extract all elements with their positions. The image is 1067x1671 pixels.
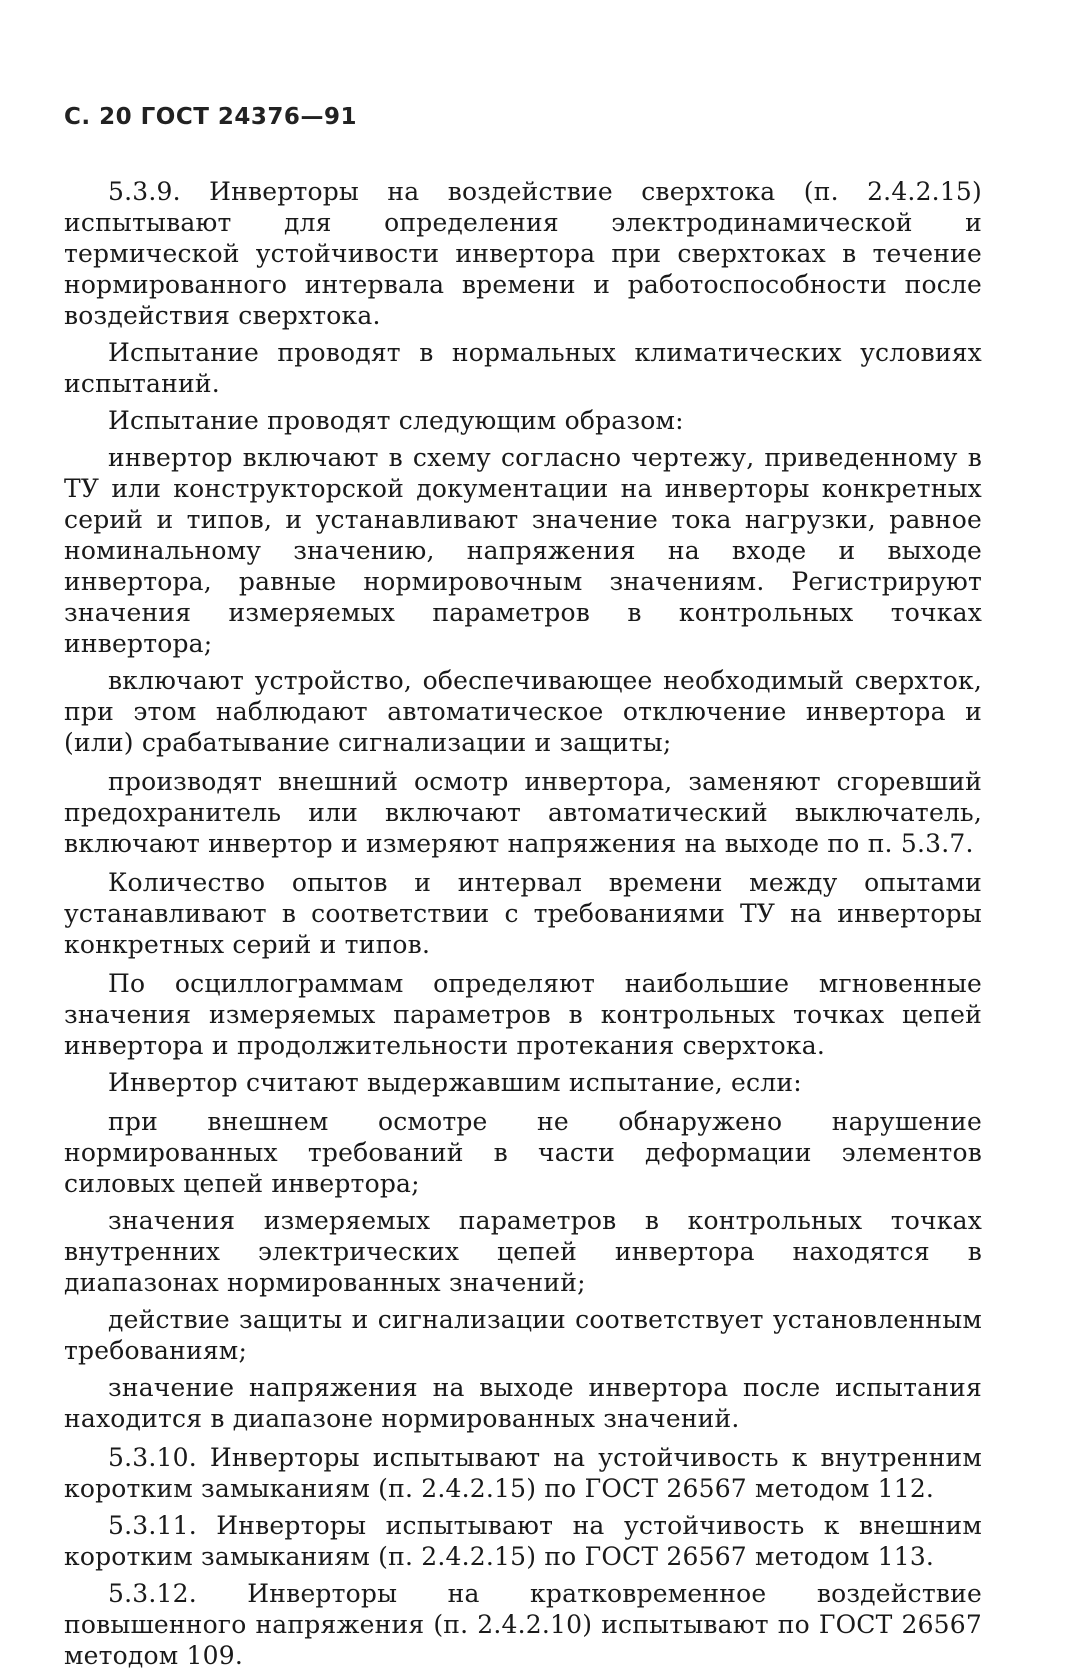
paragraph: при внешнем осмотре не обнаружено нарушение нормированных требований в части деформации элементов силовых цепей инвертора;: [64, 1107, 982, 1198]
paragraph-5-3-12: 5.3.12. Инверторы на кратковременное воздействие повышенного напряжения (п. 2.4.2.10) испытывают по ГОСТ 26567 методом 109.: [64, 1579, 982, 1670]
paragraph: Количество опытов и интервал времени между опытами устанавливают в соответствии с требованиями ТУ на инверторы конкретных серий и типов.: [64, 868, 982, 959]
page-header: С. 20 ГОСТ 24376—91: [64, 104, 357, 130]
paragraph: производят внешний осмотр инвертора, заменяют сгоревший предохранитель или включают автоматический выключатель, включают инвертор и измеряют напряжения на выходе по п. 5.3.7.: [64, 767, 982, 858]
paragraph-5-3-11: 5.3.11. Инверторы испытывают на устойчивость к внешним коротким замыканиям (п. 2.4.2.15) по ГОСТ 26567 методом 113.: [64, 1511, 982, 1571]
paragraph: Испытание проводят в нормальных климатических условиях испытаний.: [64, 338, 982, 398]
paragraph: значения измеряемых параметров в контрольных точках внутренних электрических цепей инвертора находятся в диапазонах нормированных значений;: [64, 1206, 982, 1297]
document-body: [64, 176, 982, 1671]
paragraph: включают устройство, обеспечивающее необходимый сверхток, при этом наблюдают автоматическое отключение инвертора и (или) срабатывание сигнализации и защиты;: [64, 666, 982, 757]
paragraph: По осциллограммам определяют наибольшие мгновенные значения измеряемых параметров в контрольных точках цепей инвертора и продолжительности протекания сверхтока.: [64, 969, 982, 1060]
paragraph: значение напряжения на выходе инвертора после испытания находится в диапазоне нормированных значений.: [64, 1373, 982, 1433]
document-page: [64, 104, 982, 1670]
paragraph: действие защиты и сигнализации соответствует установленным требованиям;: [64, 1305, 982, 1365]
paragraph-5-3-10: 5.3.10. Инверторы испытывают на устойчивость к внутренним коротким замыканиям (п. 2.4.2.15) по ГОСТ 26567 методом 112.: [64, 1443, 982, 1503]
paragraph: инвертор включают в схему согласно чертежу, приведенному в ТУ или конструкторской документации на инверторы конкретных серий и типов, и устанавливают значение тока нагрузки, равное номинальному значению, напряжения на входе и выходе инвертора, равные нормировочным значениям. Регистрируют значения измеряемых параметров в контрольных точках инвертора;: [64, 443, 982, 658]
paragraph: Инвертор считают выдержавшим испытание, если:: [108, 1068, 802, 1097]
paragraph-5-3-9: 5.3.9. Инверторы на воздействие сверхтока (п. 2.4.2.15) испытывают для определения электродинамической и термической устойчивости инвертора при сверхтоках в течение нормированного интервала времени и работоспособности после воздействия сверхтока.: [64, 177, 982, 330]
paragraph: Испытание проводят следующим образом:: [108, 406, 684, 435]
